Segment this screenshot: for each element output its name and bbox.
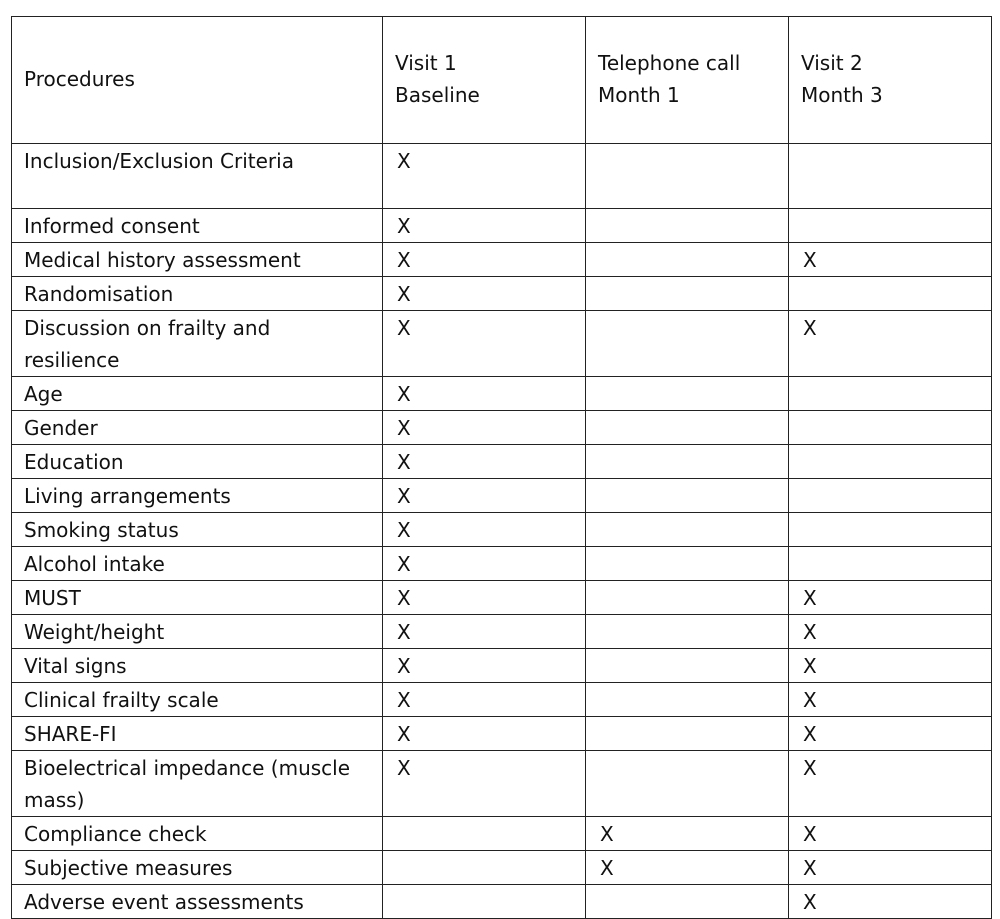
procedure-label: Informed consent [24, 214, 200, 238]
procedure-mark: X [803, 856, 817, 880]
visit-2-cell [789, 243, 992, 277]
table-row [12, 615, 992, 649]
procedure-label: MUST [24, 586, 81, 610]
procedure-cell [12, 445, 383, 479]
telephone-call-cell [586, 377, 789, 411]
telephone-call-cell [586, 649, 789, 683]
procedure-label: Medical history assessment [24, 248, 301, 272]
procedure-label: Education [24, 450, 124, 474]
procedure-mark: X [397, 484, 411, 508]
procedure-label: Inclusion/Exclusion Criteria [24, 149, 294, 173]
telephone-call-cell [586, 683, 789, 717]
table-row [12, 311, 992, 377]
procedure-mark: X [397, 688, 411, 712]
procedure-mark: X [397, 756, 411, 780]
procedure-mark: X [397, 552, 411, 576]
visit-1-cell [383, 851, 586, 885]
visit-1-cell [383, 411, 586, 445]
table-row [12, 885, 992, 919]
visit-1-cell [383, 209, 586, 243]
visit-2-cell [789, 615, 992, 649]
visit-1-cell [383, 243, 586, 277]
procedure-mark: X [397, 518, 411, 542]
visit-2-cell [789, 885, 992, 919]
procedure-cell [12, 885, 383, 919]
visit-1-cell [383, 683, 586, 717]
procedure-label: Gender [24, 416, 98, 440]
procedure-label: Weight/height [24, 620, 165, 644]
table-row [12, 683, 992, 717]
procedure-cell [12, 513, 383, 547]
telephone-call-cell [586, 513, 789, 547]
procedure-label: Adverse event assessments [24, 890, 304, 914]
table-row [12, 277, 992, 311]
visit-2-cell [789, 209, 992, 243]
telephone-call-cell [586, 817, 789, 851]
procedure-mark: X [397, 654, 411, 678]
visit-2-cell [789, 277, 992, 311]
procedure-cell [12, 144, 383, 209]
procedure-cell [12, 851, 383, 885]
visit-1-cell [383, 144, 586, 209]
visit-2-cell [789, 479, 992, 513]
procedure-mark: X [397, 214, 411, 238]
procedure-cell [12, 209, 383, 243]
telephone-call-cell [586, 885, 789, 919]
table-row [12, 243, 992, 277]
telephone-call-cell [586, 479, 789, 513]
procedure-mark: X [397, 282, 411, 306]
telephone-call-cell [586, 277, 789, 311]
procedure-cell [12, 411, 383, 445]
procedure-mark: X [803, 890, 817, 914]
table-row [12, 445, 992, 479]
procedure-cell [12, 683, 383, 717]
procedure-label: Randomisation [24, 282, 174, 306]
procedure-cell [12, 649, 383, 683]
visit-2-cell [789, 649, 992, 683]
procedure-cell [12, 277, 383, 311]
visit-2-cell [789, 581, 992, 615]
procedure-label: Age [24, 382, 63, 406]
table-row [12, 479, 992, 513]
header-visit-2 [789, 17, 992, 144]
visit-1-cell [383, 479, 586, 513]
telephone-call-cell [586, 851, 789, 885]
visit-2-cell [789, 751, 992, 817]
telephone-call-cell [586, 311, 789, 377]
header-visit-1-line-1: Visit 1 [395, 51, 457, 75]
telephone-call-cell [586, 547, 789, 581]
table-body [12, 144, 992, 919]
procedure-label: Alcohol intake [24, 552, 165, 576]
telephone-call-cell [586, 751, 789, 817]
procedure-mark: X [803, 688, 817, 712]
procedure-cell [12, 377, 383, 411]
visit-2-cell [789, 445, 992, 479]
header-telephone-call [586, 17, 789, 144]
procedure-cell [12, 311, 383, 377]
visit-1-cell [383, 377, 586, 411]
visit-2-cell [789, 851, 992, 885]
visit-2-cell [789, 411, 992, 445]
header-telephone-call-line-1: Telephone call [598, 51, 741, 75]
procedure-mark: X [397, 316, 411, 340]
telephone-call-cell [586, 581, 789, 615]
telephone-call-cell [586, 717, 789, 751]
procedure-mark: X [397, 450, 411, 474]
header-procedures [12, 17, 383, 144]
procedure-label: Clinical frailty scale [24, 688, 219, 712]
table-row [12, 547, 992, 581]
header-row [12, 17, 992, 144]
header-visit-1-line-2: Baseline [395, 83, 480, 107]
visit-2-cell [789, 311, 992, 377]
procedure-mark: X [803, 722, 817, 746]
telephone-call-cell [586, 144, 789, 209]
visit-1-cell [383, 717, 586, 751]
procedure-label: Vital signs [24, 654, 127, 678]
procedure-mark: X [600, 856, 614, 880]
procedure-mark: X [600, 822, 614, 846]
header-visit-2-line-2: Month 3 [801, 83, 883, 107]
procedure-cell [12, 717, 383, 751]
visit-2-cell [789, 377, 992, 411]
schedule-table-wrapper [11, 16, 992, 919]
procedure-label: Compliance check [24, 822, 207, 846]
visit-2-cell [789, 144, 992, 209]
visit-1-cell [383, 277, 586, 311]
procedure-cell [12, 547, 383, 581]
table-row [12, 581, 992, 615]
schedule-of-assessments-table [11, 16, 992, 919]
header-telephone-call-line-2: Month 1 [598, 83, 680, 107]
procedure-label: Smoking status [24, 518, 179, 542]
procedure-mark: X [397, 248, 411, 272]
procedure-mark: X [397, 382, 411, 406]
procedure-label: Living arrangements [24, 484, 231, 508]
telephone-call-cell [586, 615, 789, 649]
table-row [12, 751, 992, 817]
table-row [12, 649, 992, 683]
visit-1-cell [383, 885, 586, 919]
table-row [12, 411, 992, 445]
procedure-mark: X [397, 416, 411, 440]
telephone-call-cell [586, 445, 789, 479]
procedure-mark: X [803, 756, 817, 780]
header-visit-2-line-1: Visit 2 [801, 51, 863, 75]
visit-1-cell [383, 817, 586, 851]
visit-1-cell [383, 649, 586, 683]
procedure-mark: X [803, 248, 817, 272]
visit-1-cell [383, 615, 586, 649]
telephone-call-cell [586, 209, 789, 243]
telephone-call-cell [586, 411, 789, 445]
procedure-cell [12, 581, 383, 615]
visit-2-cell [789, 817, 992, 851]
visit-1-cell [383, 311, 586, 377]
procedure-mark: X [803, 620, 817, 644]
procedure-label: SHARE-FI [24, 722, 117, 746]
procedure-mark: X [397, 722, 411, 746]
procedure-label: Bioelectrical impedance (muscle mass) [24, 756, 351, 812]
visit-2-cell [789, 717, 992, 751]
table-row [12, 817, 992, 851]
procedure-mark: X [803, 654, 817, 678]
table-header [12, 17, 992, 144]
header-visit-1 [383, 17, 586, 144]
procedure-mark: X [397, 620, 411, 644]
visit-1-cell [383, 547, 586, 581]
procedure-mark: X [397, 586, 411, 610]
procedure-cell [12, 479, 383, 513]
visit-1-cell [383, 751, 586, 817]
procedure-mark: X [803, 586, 817, 610]
visit-2-cell [789, 683, 992, 717]
telephone-call-cell [586, 243, 789, 277]
procedure-label: Discussion on frailty and resilience [24, 316, 271, 372]
visit-1-cell [383, 581, 586, 615]
procedure-cell [12, 243, 383, 277]
visit-1-cell [383, 445, 586, 479]
table-row [12, 851, 992, 885]
procedure-label: Subjective measures [24, 856, 233, 880]
table-row [12, 377, 992, 411]
table-row [12, 717, 992, 751]
table-row [12, 209, 992, 243]
procedure-cell [12, 817, 383, 851]
procedure-mark: X [803, 822, 817, 846]
visit-1-cell [383, 513, 586, 547]
visit-2-cell [789, 513, 992, 547]
procedure-mark: X [397, 149, 411, 173]
visit-2-cell [789, 547, 992, 581]
table-row [12, 144, 992, 209]
procedure-cell [12, 751, 383, 817]
table-row [12, 513, 992, 547]
header-procedures-line-1: Procedures [24, 67, 135, 91]
procedure-cell [12, 615, 383, 649]
procedure-mark: X [803, 316, 817, 340]
